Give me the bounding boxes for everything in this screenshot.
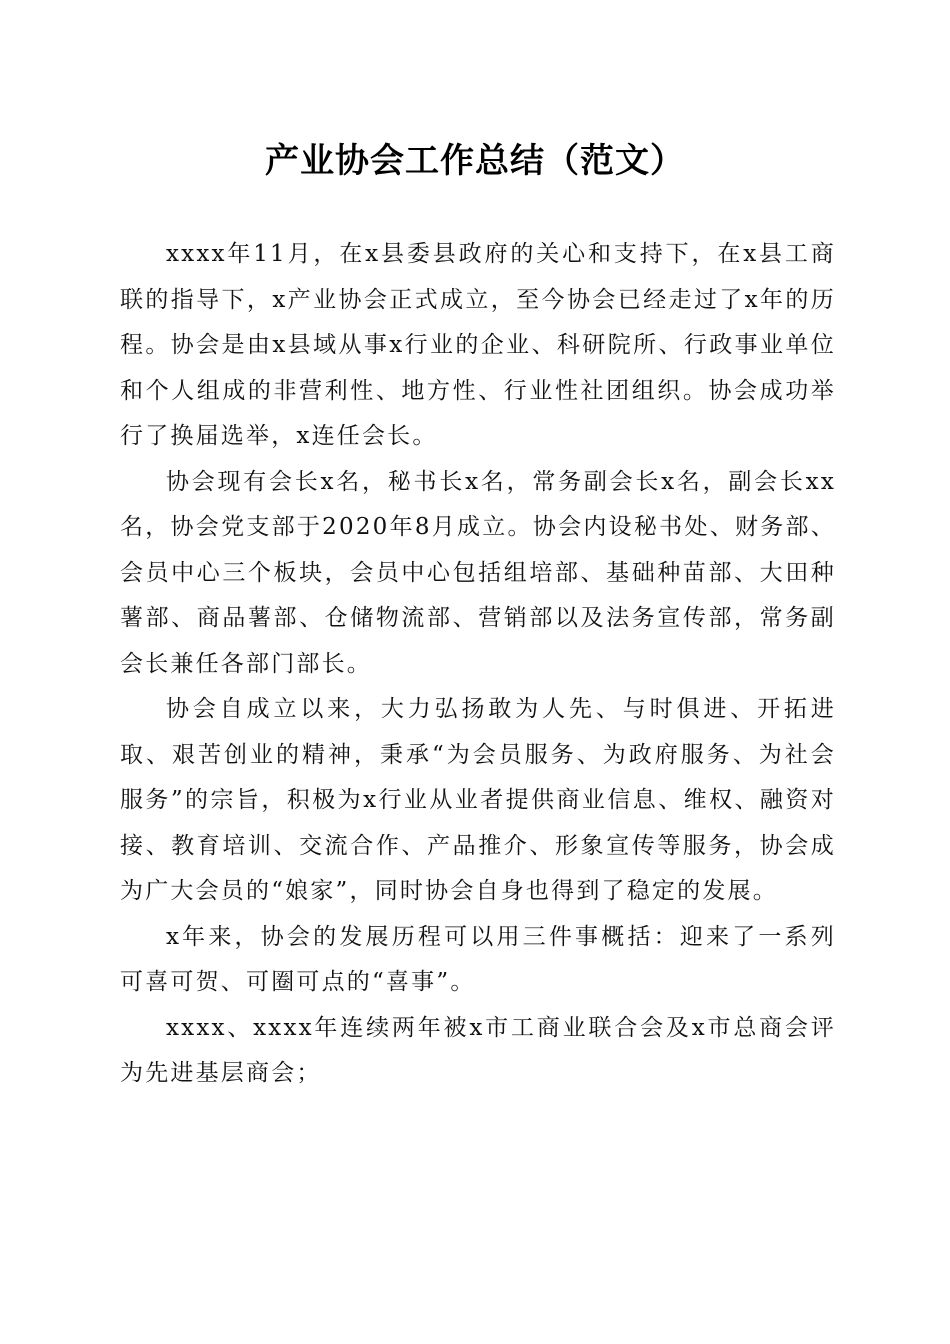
document-body [120,232,836,1097]
paragraph-founding: xxxx年11月，在x县委县政府的关心和支持下，在x县工商联的指导下，x产业协会正式成立，至今协会已经走过了x年的历程。协会是由x县域从事x行业的企业、科研院所、行政事业单位和个人组成的非营利性、地方性、行业性社团组织。协会成功举行了换届选举，x连任会长。 [120,241,836,449]
paragraph-awards: xxxx、xxxx年连续两年被x市工商业联合会及x市总商会评为先进基层商会； [120,1014,836,1086]
document-title: 产业协会工作总结（范文） [265,141,685,181]
paragraph-organization: 协会现有会长x名，秘书长x名，常务副会长x名，副会长xx名，协会党支部于2020年8月成立。协会内设秘书处、财务部、会员中心三个板块，会员中心包括组培部、基础种苗部、大田种薯部、商品薯部、仓储物流部、营销部以及法务宣传部，常务副会长兼任各部门部长。 [120,468,836,677]
paragraph-history: x年来，协会的发展历程可以用三件事概括：迎来了一系列可喜可贺、可圈可点的“喜事”。 [120,923,836,995]
paragraph-mission: 协会自成立以来，大力弘扬敢为人先、与时俱进、开拓进取、艰苦创业的精神，秉承“为会员服务、为政府服务、为社会服务”的宗旨，积极为x行业从业者提供商业信息、维权、融资对接、教育培训、交流合作、产品推介、形象宣传等服务，协会成为广大会员的“娘家”，同时协会自身也得到了稳定的发展。 [120,696,836,904]
